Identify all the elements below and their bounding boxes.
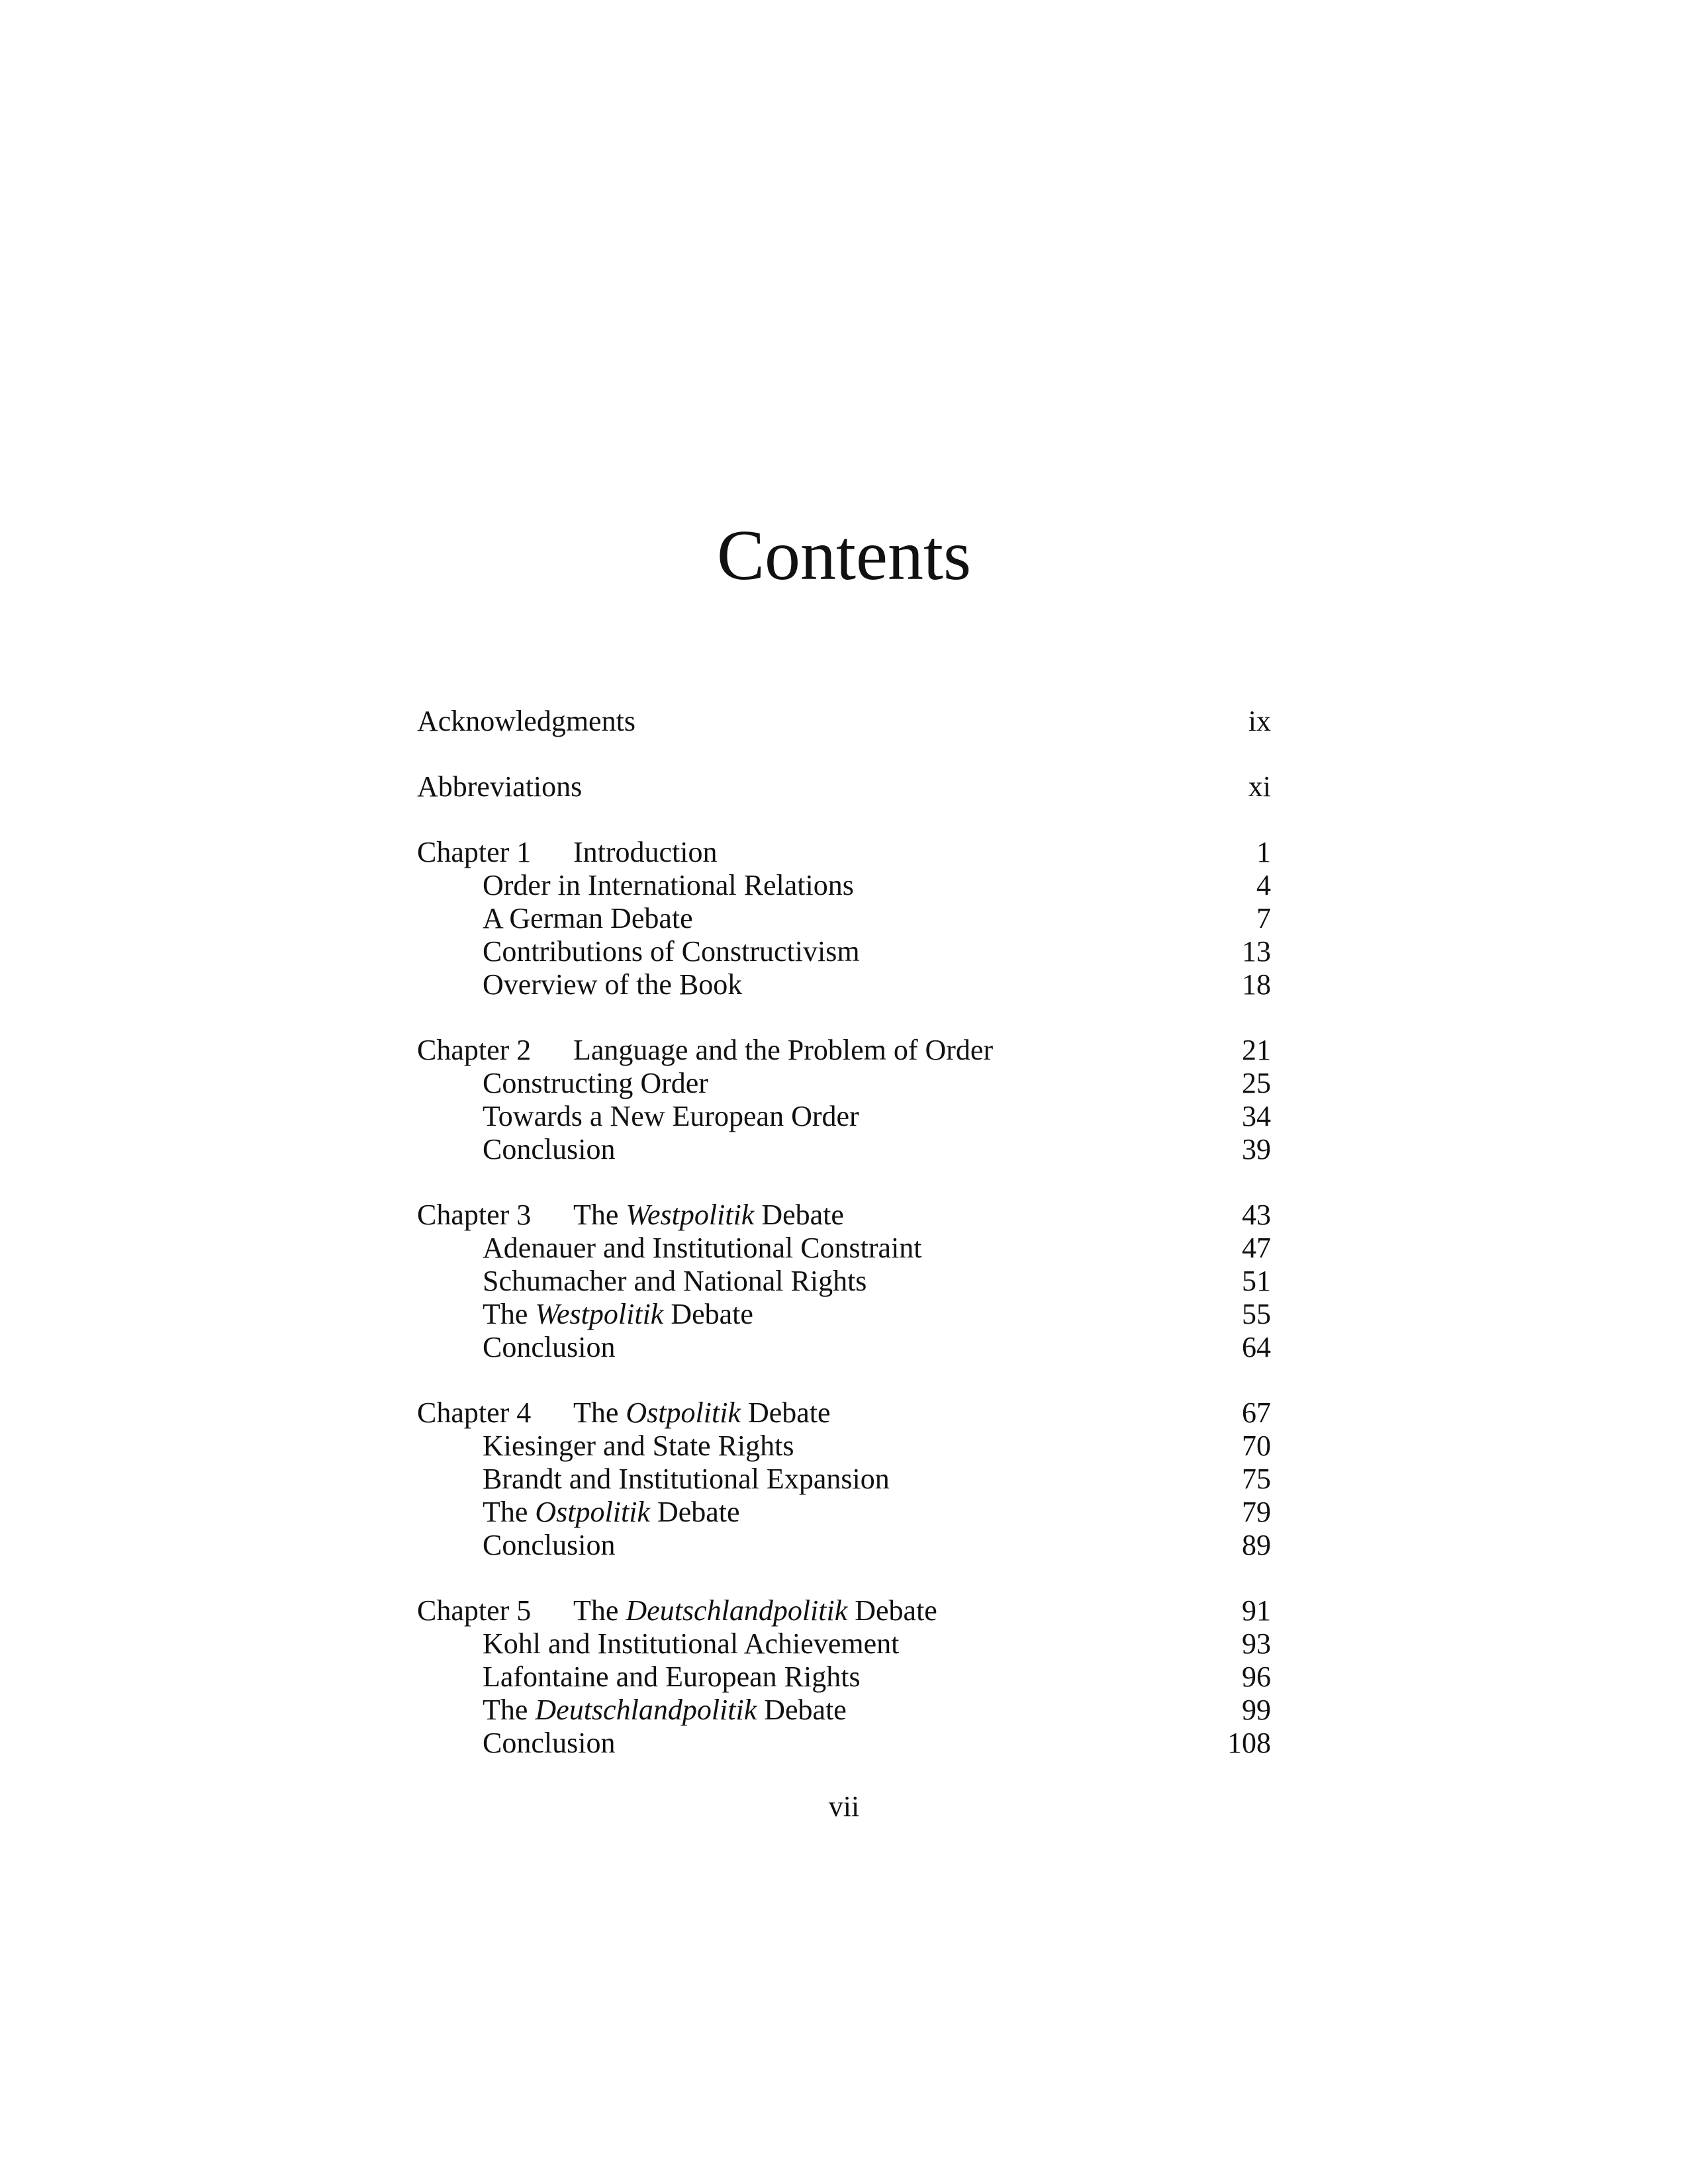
toc-section[interactable] xyxy=(417,935,1271,968)
chapter-title: Introduction xyxy=(573,836,718,868)
toc-section[interactable] xyxy=(417,1496,1271,1529)
section-title: Brandt and Institutional Expansion xyxy=(483,1463,890,1495)
chapter-title: The Westpolitik Debate xyxy=(573,1199,844,1231)
toc-section[interactable] xyxy=(417,1627,1271,1661)
toc-section[interactable] xyxy=(417,1430,1271,1463)
toc-entry-acknowledgments[interactable] xyxy=(417,705,1271,738)
table-of-contents xyxy=(417,705,1271,1760)
section-title: The Ostpolitik Debate xyxy=(483,1496,740,1528)
toc-section[interactable] xyxy=(417,869,1271,902)
section-title: Conclusion xyxy=(483,1331,616,1363)
page-number: 18 xyxy=(1242,968,1271,1001)
toc-section[interactable] xyxy=(417,1100,1271,1133)
page-number: 21 xyxy=(1242,1034,1271,1066)
page-number: 91 xyxy=(1242,1594,1271,1627)
page-number: 25 xyxy=(1242,1067,1271,1099)
chapter-title: Language and the Problem of Order xyxy=(573,1034,994,1066)
section-title: Towards a New European Order xyxy=(483,1100,859,1132)
page-number: 43 xyxy=(1242,1199,1271,1231)
chapter-title: The Ostpolitik Debate xyxy=(573,1396,831,1429)
toc-entry-abbreviations[interactable] xyxy=(417,770,1271,803)
section-title: Adenauer and Institutional Constraint xyxy=(483,1232,922,1264)
section-title: A German Debate xyxy=(483,902,693,934)
toc-chapter-4[interactable] xyxy=(417,1396,1271,1430)
page-number: 47 xyxy=(1242,1232,1271,1264)
toc-section[interactable] xyxy=(417,1067,1271,1100)
toc-section[interactable] xyxy=(417,902,1271,935)
toc-section[interactable] xyxy=(417,1265,1271,1298)
page-number: ix xyxy=(1248,705,1271,737)
chapter-number: Chapter 1 xyxy=(417,836,532,868)
section-title: Conclusion xyxy=(483,1529,616,1561)
chapter-number: Chapter 2 xyxy=(417,1034,532,1066)
toc-section[interactable] xyxy=(417,1463,1271,1496)
page-number: 89 xyxy=(1242,1529,1271,1561)
page-number: 34 xyxy=(1242,1100,1271,1132)
toc-chapter-2[interactable] xyxy=(417,1034,1271,1067)
toc-section[interactable] xyxy=(417,968,1271,1001)
page-number: 39 xyxy=(1242,1133,1271,1165)
toc-section[interactable] xyxy=(417,1661,1271,1694)
toc-chapter-3[interactable] xyxy=(417,1199,1271,1232)
section-title: Conclusion xyxy=(483,1133,616,1165)
toc-section[interactable] xyxy=(417,1232,1271,1265)
page-number: 108 xyxy=(1227,1727,1271,1759)
toc-chapter-5[interactable] xyxy=(417,1594,1271,1627)
toc-section[interactable] xyxy=(417,1331,1271,1364)
page-folio: vii xyxy=(828,1790,860,1823)
section-title: The Westpolitik Debate xyxy=(483,1298,753,1330)
page-number: 99 xyxy=(1242,1694,1271,1726)
section-title: The Deutschlandpolitik Debate xyxy=(483,1694,847,1726)
toc-chapter-1[interactable] xyxy=(417,836,1271,869)
toc-section[interactable] xyxy=(417,1727,1271,1760)
entry-label: Acknowledgments xyxy=(417,705,635,737)
section-title: Constructing Order xyxy=(483,1067,708,1099)
chapter-number: Chapter 5 xyxy=(417,1594,532,1627)
page-number: 96 xyxy=(1242,1661,1271,1693)
page-number: 7 xyxy=(1256,902,1271,934)
section-title: Conclusion xyxy=(483,1727,616,1759)
page-number: 93 xyxy=(1242,1627,1271,1660)
section-title: Order in International Relations xyxy=(483,869,854,901)
section-title: Schumacher and National Rights xyxy=(483,1265,867,1297)
page-number: 67 xyxy=(1242,1396,1271,1429)
page-number: 79 xyxy=(1242,1496,1271,1528)
entry-label: Abbreviations xyxy=(417,770,583,803)
page-number: 64 xyxy=(1242,1331,1271,1363)
toc-section[interactable] xyxy=(417,1133,1271,1166)
toc-section[interactable] xyxy=(417,1694,1271,1727)
page-number: 55 xyxy=(1242,1298,1271,1330)
section-title: Lafontaine and European Rights xyxy=(483,1661,861,1693)
chapter-number: Chapter 4 xyxy=(417,1396,532,1429)
section-title: Kohl and Institutional Achievement xyxy=(483,1627,900,1660)
section-title: Kiesinger and State Rights xyxy=(483,1430,794,1462)
page-title: Contents xyxy=(716,516,971,595)
chapter-title: The Deutschlandpolitik Debate xyxy=(573,1594,937,1627)
chapter-number: Chapter 3 xyxy=(417,1199,532,1231)
toc-section[interactable] xyxy=(417,1298,1271,1331)
toc-section[interactable] xyxy=(417,1529,1271,1562)
page-number: 13 xyxy=(1242,935,1271,968)
page-number: xi xyxy=(1248,770,1271,803)
section-title: Overview of the Book xyxy=(483,968,743,1001)
page-number: 70 xyxy=(1242,1430,1271,1462)
page-number: 51 xyxy=(1242,1265,1271,1297)
page-number: 75 xyxy=(1242,1463,1271,1495)
page-number: 1 xyxy=(1256,836,1271,868)
section-title: Contributions of Constructivism xyxy=(483,935,860,968)
page-number: 4 xyxy=(1256,869,1271,901)
